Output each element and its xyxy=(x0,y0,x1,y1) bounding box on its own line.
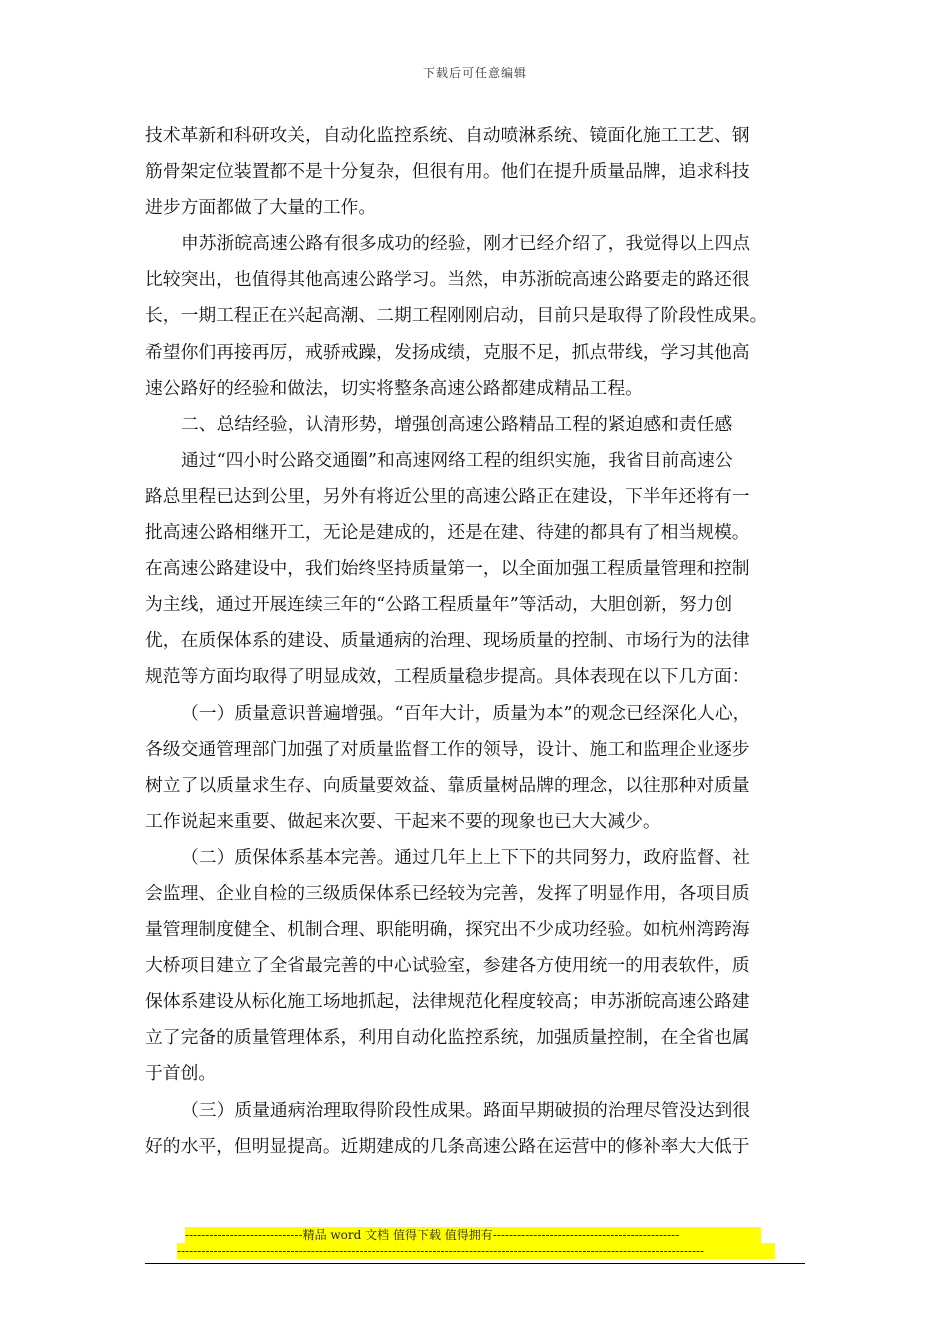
body-text-line: 优，在质保体系的建设、质量通病的治理、现场质量的控制、市场行为的法律 xyxy=(145,630,750,652)
body-text-line: 批高速公路相继开工，无论是建成的，还是在建、待建的都具有了相当规模。 xyxy=(145,522,750,544)
body-text-line: 路总里程已达到公里，另外有将近公里的高速公路正在建设，下半年还将有一 xyxy=(145,485,750,507)
body-text-line: 会监理、企业自检的三级质保体系已经较为完善，发挥了明显作用，各项目质 xyxy=(145,882,750,904)
body-text-line: 通过“四小时公路交通圈”和高速网络工程的组织实施，我省目前高速公 xyxy=(181,449,733,471)
body-text-line: 进步方面都做了大量的工作。 xyxy=(145,197,377,219)
body-text-line: 树立了以质量求生存、向质量要效益、靠质量树品牌的理念，以往那种对质量 xyxy=(145,774,750,796)
page-header: 下载后可任意编辑 xyxy=(422,66,527,80)
body-text-line: 筋骨架定位装置都不是十分复杂，但很有用。他们在提升质量品牌，追求科技 xyxy=(145,161,750,183)
document-body xyxy=(145,118,810,1165)
body-text-line: 于首创。 xyxy=(145,1063,217,1085)
footer-divider xyxy=(145,1263,805,1264)
body-text-line: 规范等方面均取得了明显成效，工程质量稳步提高。具体表现在以下几方面： xyxy=(145,666,750,688)
body-text-line: 比较突出，也值得其他高速公路学习。当然，申苏浙皖高速公路要走的路还很 xyxy=(145,269,750,291)
body-text-line: 量管理制度健全、机制合理、职能明确，探究出不少成功经验。如杭州湾跨海 xyxy=(145,919,750,941)
body-text-line: 申苏浙皖高速公路有很多成功的经验，刚才已经介绍了，我觉得以上四点 xyxy=(181,233,751,255)
body-text-line: 各级交通管理部门加强了对质量监督工作的领导，设计、施工和监理企业逐步 xyxy=(145,738,750,760)
body-text-line: 为主线，通过开展连续三年的“公路工程质量年”等活动，大胆创新，努力创 xyxy=(145,594,733,616)
body-text-line: 技术革新和科研攻关，自动化监控系统、自动喷淋系统、镜面化施工工艺、钢 xyxy=(145,125,750,146)
body-text-line: 保体系建设从标化施工场地抓起，法律规范化程度较高；申苏浙皖高速公路建 xyxy=(145,991,750,1013)
body-text-line: 速公路好的经验和做法，切实将整条高速公路都建成精品工程。 xyxy=(145,377,643,399)
body-text-line: （二）质保体系基本完善。通过几年上上下下的共同努力，政府监督、社 xyxy=(181,846,751,868)
page-footer xyxy=(145,1227,810,1259)
footer-banner-line-2: ---------------------------------------------------------------------------------------------------------------------------------- xyxy=(177,1243,775,1259)
footer-banner-line-1: -----------------------------精品 word 文档 值得下载 值得拥有---------------------------------------------- xyxy=(185,1227,761,1243)
body-text-line: 长，一期工程正在兴起高潮、二期工程刚刚启动，目前只是取得了阶段性成果。 xyxy=(145,305,768,327)
body-text-line: 好的水平，但明显提高。近期建成的几条高速公路在运营中的修补率大大低于 xyxy=(145,1135,750,1157)
body-text-line: 立了完备的质量管理体系，利用自动化监控系统，加强质量控制，在全省也属 xyxy=(145,1027,750,1049)
body-text-line: 大桥项目建立了全省最完善的中心试验室，参建各方使用统一的用表软件，质 xyxy=(145,955,750,977)
body-text-line: （三）质量通病治理取得阶段性成果。路面早期破损的治理尽管没达到很 xyxy=(181,1099,751,1121)
body-text-line: 工作说起来重要、做起来次要、干起来不要的现象也已大大减少。 xyxy=(145,810,661,832)
body-text-line: 希望你们再接再厉，戒骄戒躁，发扬成绩，克服不足，抓点带线，学习其他高 xyxy=(145,341,750,363)
body-text-line: 在高速公路建设中，我们始终坚持质量第一，以全面加强工程质量管理和控制 xyxy=(145,558,750,580)
body-text-line: （一）质量意识普遍增强。“百年大计，质量为本”的观念已经深化人心， xyxy=(181,702,751,724)
body-text-line: 二、总结经验，认清形势，增强创高速公路精品工程的紧迫感和责任感 xyxy=(181,413,733,435)
